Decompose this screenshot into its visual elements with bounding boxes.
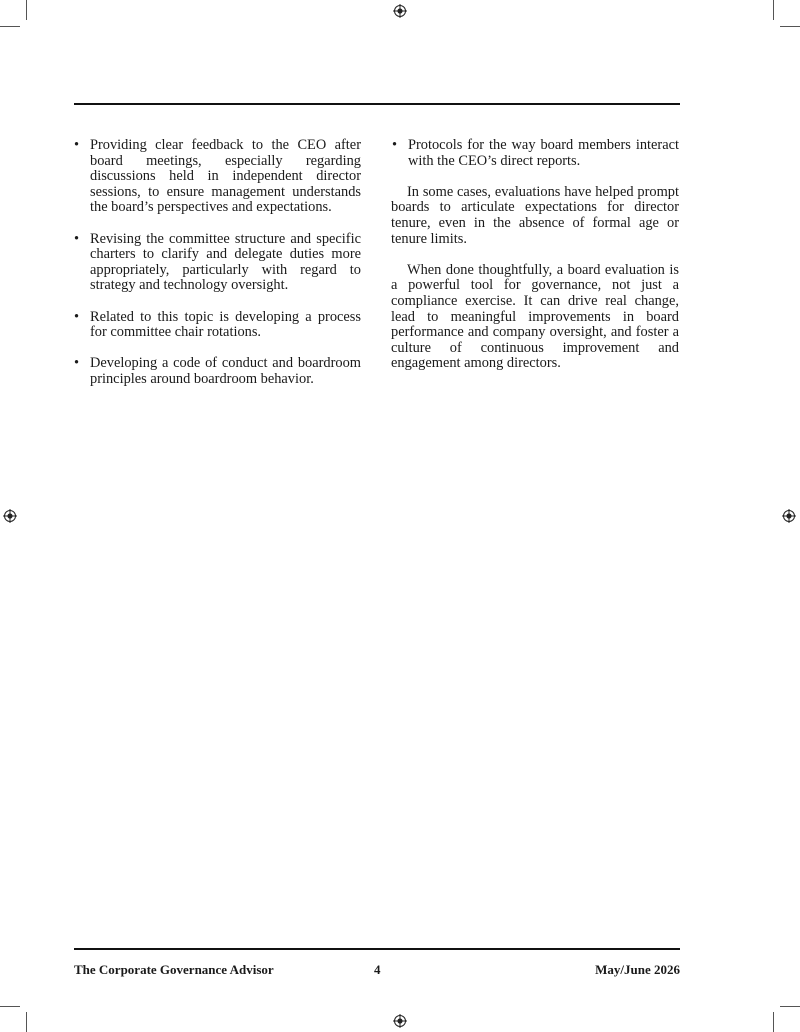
registration-mark-icon bbox=[393, 1014, 407, 1028]
bullet-glyph: • bbox=[74, 355, 80, 372]
right-column bbox=[391, 138, 679, 388]
crop-mark bbox=[26, 1012, 27, 1032]
crop-mark bbox=[780, 1006, 800, 1007]
registration-mark-icon bbox=[782, 509, 796, 523]
bullet-glyph: • bbox=[74, 308, 80, 325]
left-column bbox=[73, 138, 361, 403]
bullet-text: Developing a code of conduct and boardroom principles around boardroom behavior. bbox=[90, 355, 361, 387]
bullet-text: Providing clear feedback to the CEO after board meetings, especially regarding discussions held in independent director sessions, to ensure management understands the board’s perspectives and expectations. bbox=[90, 137, 361, 216]
bullet-glyph: • bbox=[74, 137, 80, 153]
body-paragraph: When done thoughtfully, a board evaluation is a powerful tool for governance, not just a compliance exercise. It can drive real change, lead to meaningful improvements in board performance and company oversight, and foster a culture of continuous improvement and engagement among directors. bbox=[391, 261, 679, 372]
body-paragraph: In some cases, evaluations have helped prompt boards to articulate expectations for director tenure, even in the absence of formal age or tenure limits. bbox=[391, 183, 679, 247]
header-rule bbox=[74, 103, 680, 105]
bullet-item bbox=[391, 138, 679, 169]
crop-mark bbox=[773, 0, 774, 20]
crop-mark bbox=[780, 26, 800, 27]
crop-mark bbox=[0, 1006, 20, 1007]
issue-date: May/June 2026 bbox=[595, 962, 680, 977]
page-number: 4 bbox=[374, 962, 381, 977]
crop-mark bbox=[0, 26, 20, 27]
bullet-text: Related to this topic is developing a process for committee chair rotations. bbox=[90, 308, 361, 341]
registration-mark-icon bbox=[3, 509, 17, 523]
crop-mark bbox=[26, 0, 27, 20]
bullet-item bbox=[73, 356, 361, 387]
crop-mark bbox=[773, 1012, 774, 1032]
bullet-text: Protocols for the way board members interact with the CEO’s direct reports. bbox=[408, 137, 679, 169]
bullet-glyph: • bbox=[392, 137, 398, 153]
bullet-glyph: • bbox=[74, 230, 80, 247]
bullet-item bbox=[73, 138, 361, 216]
bullet-text: Revising the committee structure and specific charters to clarify and delegate duties more appropriately, particularly with regard to strategy and technology oversight. bbox=[90, 230, 361, 294]
bullet-item bbox=[73, 310, 361, 341]
registration-mark-icon bbox=[393, 4, 407, 18]
publication-title: The Corporate Governance Advisor bbox=[74, 962, 274, 977]
bullet-item bbox=[73, 232, 361, 294]
footer-rule bbox=[74, 948, 680, 950]
